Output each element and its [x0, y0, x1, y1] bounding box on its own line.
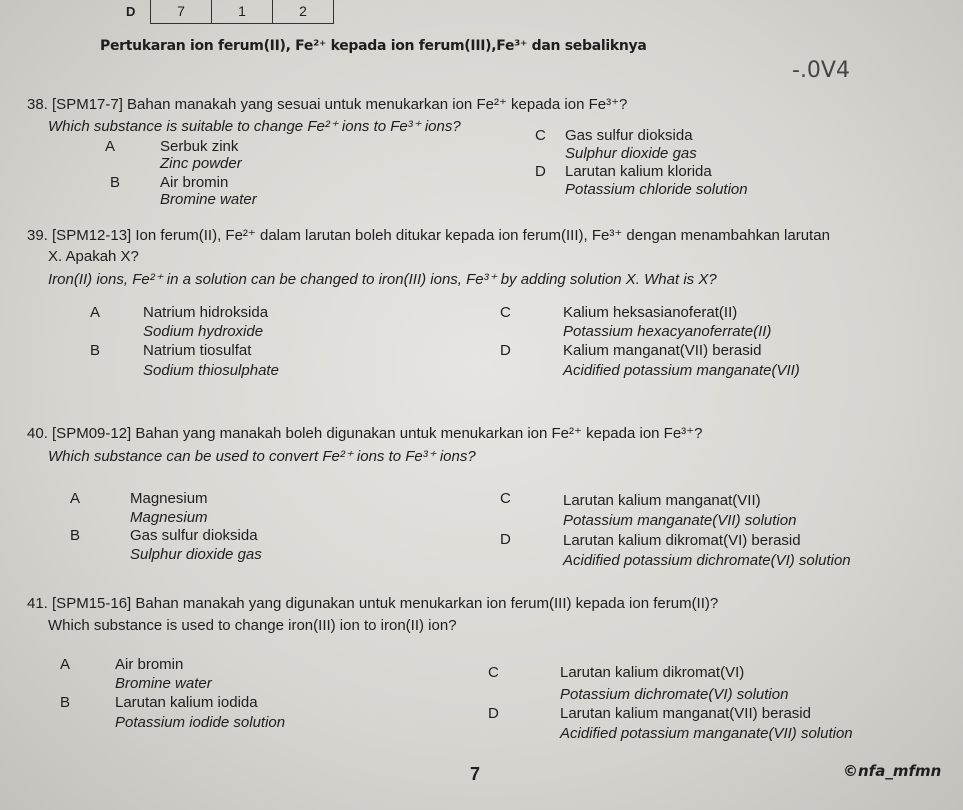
option-a-text: Natrium hidroksida	[143, 304, 269, 321]
question-39-line2: X. Apakah X?	[48, 248, 139, 265]
table-row-label: D	[126, 4, 136, 19]
option-a-english: Sodium hydroxide	[143, 323, 264, 340]
table-cell: 2	[273, 0, 334, 24]
option-d-text: Kalium manganat(VII) berasid	[563, 342, 762, 359]
option-b-english: Sulphur dioxide gas	[130, 546, 262, 563]
option-letter: B	[70, 527, 81, 544]
option-a-text: Air bromin	[115, 656, 184, 673]
option-a-text: Magnesium	[130, 490, 208, 507]
table-cell: 1	[212, 0, 273, 24]
option-d-english: Acidified potassium manganate(VII) solution	[560, 725, 853, 742]
option-a-text: Serbuk zink	[160, 138, 239, 155]
option-letter: B	[90, 342, 101, 359]
option-b-english: Potassium iodide solution	[115, 714, 286, 731]
option-c-english: Potassium dichromate(VI) solution	[560, 686, 789, 703]
option-d-text: Larutan kalium klorida	[565, 163, 712, 180]
option-a-english: Zinc powder	[160, 155, 242, 172]
question-40-english: Which substance can be used to convert Fe²⁺ ions to Fe³⁺ ions?	[48, 448, 476, 465]
section-heading: Pertukaran ion ferum(II), Fe²⁺ kepada ion ferum(III),Fe³⁺ dan sebaliknya	[100, 38, 647, 54]
handwritten-note: -.0V4	[792, 58, 850, 83]
option-letter: A	[60, 656, 71, 673]
option-letter: C	[535, 127, 546, 144]
option-b-english: Sodium thiosulphate	[143, 362, 279, 379]
option-a-english: Magnesium	[130, 509, 208, 526]
answer-table	[150, 0, 334, 24]
option-d-text: Larutan kalium dikromat(VI) berasid	[563, 532, 801, 549]
question-41-english: Which substance is used to change iron(III) ion to iron(II) ion?	[48, 617, 457, 634]
option-b-text: Gas sulfur dioksida	[130, 527, 258, 544]
option-d-english: Acidified potassium manganate(VII)	[563, 362, 800, 379]
question-39: 39. [SPM12-13] Ion ferum(II), Fe²⁺ dalam larutan boleh ditukar kepada ion ferum(III), Fe³⁺ dengan menambahkan larutan	[27, 227, 830, 244]
option-c-english: Potassium hexacyanoferrate(II)	[563, 323, 772, 340]
option-c-text: Larutan kalium dikromat(VI)	[560, 664, 745, 681]
option-b-text: Natrium tiosulfat	[143, 342, 252, 359]
question-41: 41. [SPM15-16] Bahan manakah yang digunakan untuk menukarkan ion ferum(III) kepada ion ferum(II)?	[27, 595, 719, 612]
option-letter: A	[105, 138, 116, 155]
option-letter: D	[535, 163, 546, 180]
table-cell: 7	[151, 0, 212, 24]
option-c-english: Potassium manganate(VII) solution	[563, 512, 797, 529]
option-letter: A	[90, 304, 101, 321]
option-c-text: Kalium heksasianoferat(II)	[563, 304, 738, 321]
watermark: ©nfa_mfmn	[843, 762, 942, 780]
option-letter: C	[500, 304, 511, 321]
question-38: 38. [SPM17-7] Bahan manakah yang sesuai untuk menukarkan ion Fe²⁺ kepada ion Fe³⁺?	[27, 96, 628, 113]
option-letter: C	[500, 490, 511, 507]
option-d-text: Larutan kalium manganat(VII) berasid	[560, 705, 811, 722]
option-b-text: Larutan kalium iodida	[115, 694, 258, 711]
option-b-english: Bromine water	[160, 191, 257, 208]
option-letter: D	[500, 342, 511, 359]
option-letter: C	[488, 664, 499, 681]
option-letter: A	[70, 490, 81, 507]
option-b-text: Air bromin	[160, 174, 229, 191]
question-38-english: Which substance is suitable to change Fe²⁺ ions to Fe³⁺ ions?	[48, 118, 461, 135]
option-letter: B	[60, 694, 71, 711]
option-d-english: Acidified potassium dichromate(VI) solution	[563, 552, 851, 569]
option-a-english: Bromine water	[115, 675, 212, 692]
option-d-english: Potassium chloride solution	[565, 181, 748, 198]
question-39-english: Iron(II) ions, Fe²⁺ in a solution can be changed to iron(III) ions, Fe³⁺ by adding solution X. What is X?	[48, 271, 717, 288]
option-letter: D	[500, 531, 511, 548]
option-c-english: Sulphur dioxide gas	[565, 145, 697, 162]
question-40: 40. [SPM09-12] Bahan yang manakah boleh digunakan untuk menukarkan ion Fe²⁺ kepada ion Fe³⁺?	[27, 425, 703, 442]
option-c-text: Larutan kalium manganat(VII)	[563, 492, 761, 509]
page-number: 7	[470, 764, 481, 784]
option-letter: D	[488, 705, 499, 722]
option-letter: B	[110, 174, 121, 191]
option-c-text: Gas sulfur dioksida	[565, 127, 693, 144]
